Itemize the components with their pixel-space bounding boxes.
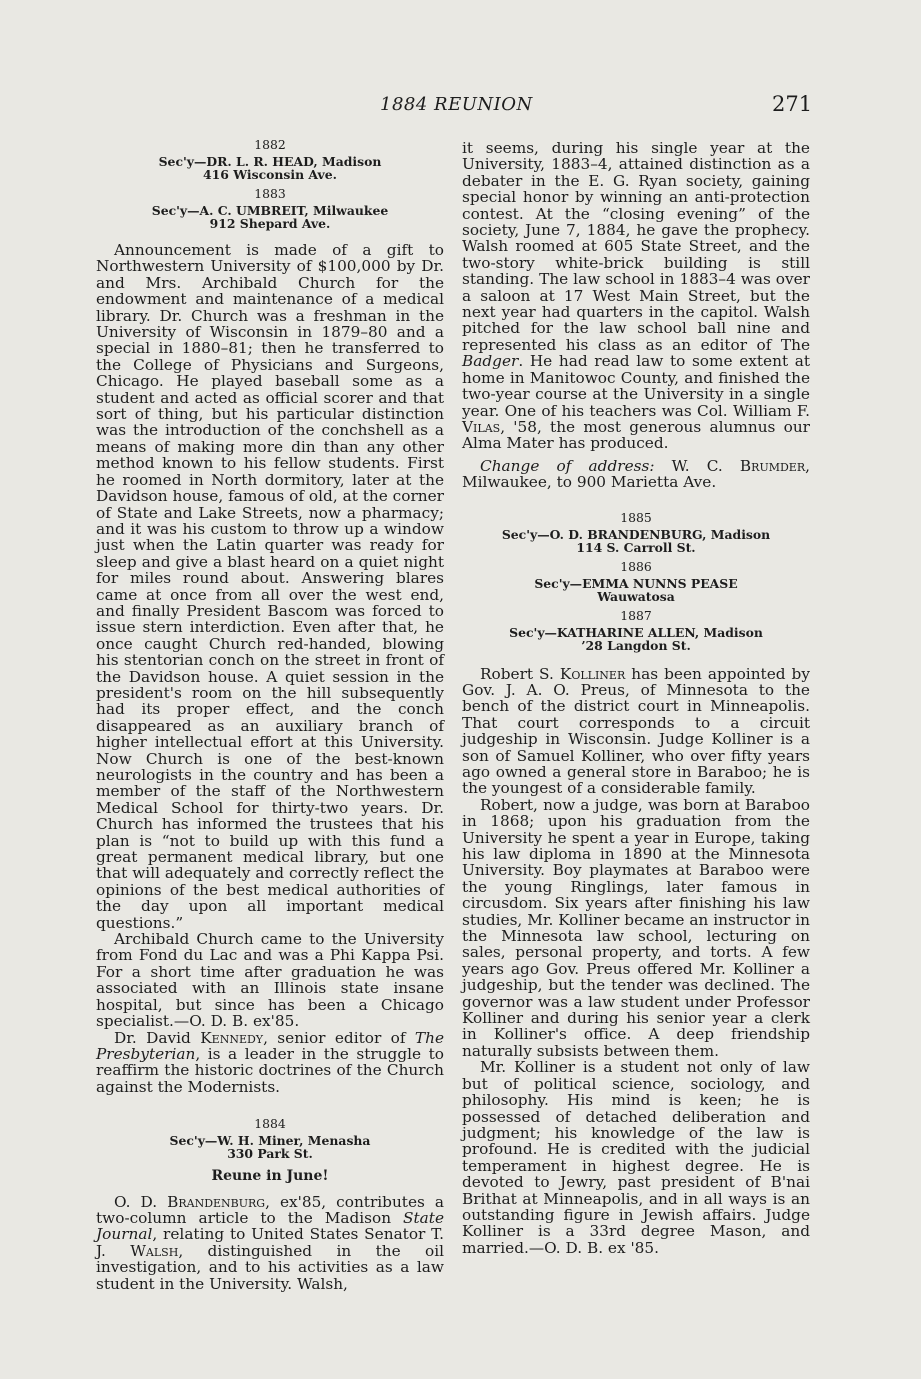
class-year: 1886 [620,558,652,574]
kolliner-article [462,666,810,797]
secretary-name: Sec'y—DR. L. R. HEAD, Madison [158,154,382,169]
class-1887-secretary [462,609,810,652]
kennedy-note [96,1030,444,1096]
church-article: Announcement is made of a gift to Northwestern University of $100,000 by Dr. and Mrs. Archibald Church for the endowment and maintenance of a medical library. Dr. Church was a freshman in the University of Wisconsin in 1879–80 and a special in 1880–81; then he transferred to the College of Physicians and Surgeons, Chicago. He played baseball some as a student and acted as official scorer and that sort of thing, but his particular distinction was the introduction of the conchshell as a means of making more din than any other method known to his fellow students. First he roomed in North dormitory, later at the Davidson house, famous of old, at the corner of State and Lake Streets, now a pharmacy; and it was his custom to throw up a window just when the Latin quarter was ready for sleep and give a blast heard on a quiet night for miles round about. Answering blares came at once from all over the west end, and finally President Bascom was forced to issue stern interdiction. Even after that, he once caught Church red-handed, blowing his stentorian conch on the street in front of the Davidson house. A quiet session in the president's room on the hill subsequently had its proper effect, and the conch disappeared as an auxiliary branch of higher intellectual effort at this University. Now Church is one of the best-known neurologists in the country and has been a member of the staff of the Northwestern Medical School for thirty-two years. Dr. Church has informed the trustees that his plan is “not to build up with this fund a great permanent medical library, but one that will adequately and correctly reflect the opinions of the best medical authorities of the day upon all important medical questions.” [96,241,444,932]
page-number: 271 [772,92,813,116]
kolliner-name: Kolliner [559,664,626,683]
kennedy-rest: , is a leader in the struggle to reaffirm the historic doctrines of the Church against the Modernists. [96,1044,444,1096]
walsh-publication: State Journal [96,1208,444,1244]
secretary-address: 912 Shepard Ave. [209,216,331,231]
walsh-cont-b: . He had read law to some extent at home in Manitowoc County, and finished the two-year course at the University in a single year. One of his teachers was Col. William F. [462,352,810,420]
secretary-address: 416 Wisconsin Ave. [203,167,337,182]
walsh-text-c: , distinguished in the oil investigation, and to his activities as a law student in the University. Walsh, [96,1241,444,1293]
change-of-address [462,458,810,491]
kennedy-name: Kennedy [200,1028,264,1047]
secretary-name: Sec'y—W. H. Miner, Menasha [169,1133,371,1149]
walsh-article [96,1194,444,1292]
class-1884-secretary [96,1117,444,1160]
class-year: 1883 [254,186,286,201]
running-head: 1884 REUNION [380,94,533,115]
right-column [462,140,810,1256]
walsh-cont-a: it seems, during his single year at the University, 1883–4, attained distinction as a debater in the E. G. Ryan society, gaining special honor by winning an anti-protection contest. At the “closing evening” of the society, June 7, 1884, he gave the prophecy. Walsh roomed at 605 State Street, and the two-story white-brick building is still standing. The law school in 1883–4 was over a saloon at 17 West Main Street, but the next year had quarters in the capitol. Walsh pitched for the law school ball nine and represented his class as an editor of The [462,139,810,354]
class-year: 1887 [620,607,652,623]
class-year: 1884 [254,1116,286,1132]
reune-heading: Reune in June! [211,1168,329,1185]
class-1886-secretary [462,560,810,603]
class-year: 1882 [254,137,286,152]
secretary-name: Sec'y—KATHARINE ALLEN, Madison [509,624,763,640]
class-1883-secretary [96,187,444,230]
secretary-address: 330 Park St. [227,1146,313,1162]
church-article-continued: Archibald Church came to the University from Fond du Lac and was a Phi Kappa Psi. For a short time after graduation he was associated with an Illinois state insane hospital, but since has been a Chicago specialist.—O. D. B. ex'85. [96,930,444,1031]
kolliner-article-part3: Mr. Kolliner is a student not only of law but of political science, sociology, and philosophy. His mind is keen; he is possessed of detached deliberation and judgment; his knowledge of the law is profound. He is credited with the judicial temperament in highest degree. He is devoted to Jewry, past president of B'nai Brithat at Minneapolis, and in all ways is an outstanding figure in Jewish affairs. Judge Kolliner is a 33rd degree Mason, and married.—O. D. B. ex '85. [462,1058,810,1257]
kennedy-publication: The Presbyterian [96,1028,444,1063]
badger-publication: Badger [462,352,519,371]
secretary-address: 114 S. Carroll St. [576,539,696,555]
secretary-name: Sec'y—O. D. BRANDENBURG, Madison [501,526,771,542]
kolliner-article-part2: Robert, now a judge, was born at Baraboo in 1868; upon his graduation from the University he spent a year in Europe, taking his law diploma in 1890 at the Minnesota University. Boy playmates at Baraboo were the young Ringlings, later famous in circusdom. Six years after finishing his law studies, Mr. Kolliner became an instructor in the Minnesota law school, lecturing on sales, personal property, and torts. A few years ago Gov. Preus offered Mr. Kolliner a judgeship, but the tender was declined. The governor was a law student under Professor Kolliner and during his senior year a clerk in Kolliner's office. A deep friendship naturally subsists between them. [462,795,810,1060]
secretary-name: Sec'y—A. C. UMBREIT, Milwaukee [151,203,389,218]
left-column [96,138,444,1292]
walsh-article-continued [462,140,810,452]
class-1885-secretary [462,511,810,554]
brandenburg-name: O. D. Brandenburg [114,1192,266,1211]
brumder-name: W. C. Brumder [671,456,806,475]
secretary-address: Wauwatosa [597,588,675,604]
walsh-text-b: , relating to United States Senator T. J. [96,1225,444,1260]
change-rest: , Milwaukee, to 900 Marietta Ave. [462,456,810,492]
class-year: 1885 [620,509,652,525]
kolliner-lead: Robert S. [480,664,560,683]
kennedy-mid: , senior editor of [263,1028,415,1047]
change-label: Change of address: [480,456,655,475]
walsh-text-a: , ex'85, contributes a two-column article to the Madison [96,1192,444,1227]
kolliner-rest: has been appointed by Gov. J. A. O. Preus, of Minnesota to the bench of the district court in Minneapolis. That court corresponds to a circuit judgeship in Wisconsin. Judge Kolliner is a son of Samuel Kolliner, who over fifty years ago owned a general store in Baraboo; he is the youngest of a considerable family. [462,664,810,798]
walsh-name: Walsh [130,1241,179,1260]
walsh-cont-c: , '58, the most generous alumnus our Alma Mater has produced. [462,417,810,453]
secretary-address: ’28 Langdon St. [581,637,691,653]
vilas-name: Vilas [462,417,501,436]
class-1882-secretary [96,138,444,181]
kennedy-lead: Dr. David [114,1028,201,1047]
secretary-name: Sec'y—EMMA NUNNS PEASE [534,575,738,591]
